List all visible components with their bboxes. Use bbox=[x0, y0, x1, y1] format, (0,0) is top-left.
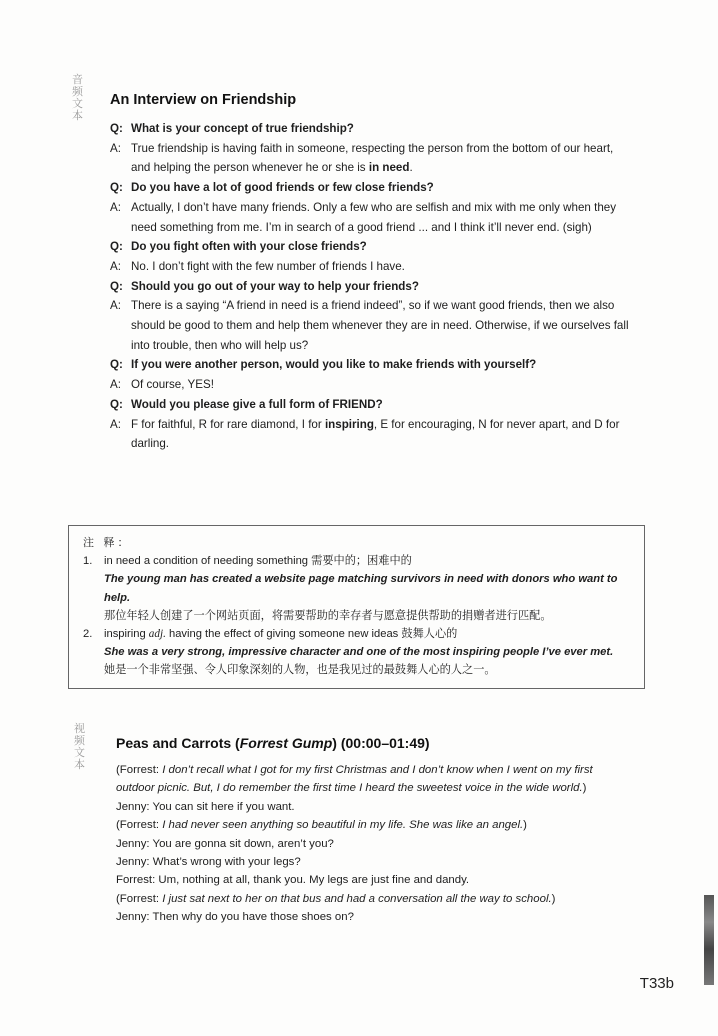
narration-text: I just sat next to her on that bus and had a conversation all the way to school. bbox=[162, 892, 552, 905]
text-run: Would you please give a full form of FRIEND? bbox=[131, 397, 383, 411]
highlighted-term: inspiring bbox=[324, 417, 374, 431]
qa-marker: A: bbox=[110, 200, 121, 214]
text-run: F for faithful, R for rare diamond, I for bbox=[131, 417, 325, 431]
title-suffix: ) (00:00–01:49) bbox=[332, 735, 430, 751]
text-run: If you were another person, would you like to make friends with yourself? bbox=[131, 358, 537, 372]
speaker-name: Forrest bbox=[119, 764, 156, 776]
narration-line: (Forrest: I had never seen anything so beautiful in my life. She was like an angel.) bbox=[116, 819, 527, 832]
side-label-audio: 音频文本 bbox=[72, 73, 83, 122]
note-definition-line bbox=[104, 625, 630, 643]
speaker-name: Jenny bbox=[116, 911, 147, 924]
question-text bbox=[131, 178, 632, 198]
note-term: in need bbox=[104, 555, 141, 568]
answer-text bbox=[131, 415, 632, 454]
narration-line: (Forrest: I just sat next to her on that bus and had a conversation all the way to school.) bbox=[116, 892, 556, 905]
note-definition: a condition of needing something bbox=[143, 555, 309, 568]
dialogue-line: Jenny: You are gonna sit down, aren’t you? bbox=[116, 837, 334, 850]
text-run: What is your concept of true friendship? bbox=[131, 122, 354, 135]
text-run: Do you fight often with your close friends? bbox=[131, 240, 367, 254]
dialogue-line: Jenny: Then why do you have those shoes on? bbox=[116, 911, 354, 924]
question-text bbox=[131, 395, 632, 415]
note-item bbox=[83, 552, 630, 625]
note-example-zh: 她是一个非常坚强、令人印象深刻的人物，也是我见过的最鼓舞人心的人之一。 bbox=[104, 664, 496, 677]
page-edge-strip bbox=[704, 895, 714, 985]
note-part-of-speech: adj. bbox=[148, 628, 166, 641]
title-prefix: Peas and Carrots ( bbox=[116, 735, 240, 751]
qa-marker: A: bbox=[110, 378, 121, 392]
narration-line: (Forrest: I don’t recall what I got for my first Christmas and I don’t know when I went on my first outdoor picnic. But, I do remember the first time I heard the sweetest voice in the wide world.) bbox=[116, 764, 593, 795]
qa-marker: A: bbox=[110, 299, 121, 313]
question-row bbox=[110, 395, 632, 415]
section-title-interview: An Interview on Friendship bbox=[110, 92, 297, 108]
question-row bbox=[110, 237, 632, 257]
narration-text: I had never seen anything so beautiful in my life. She was like an angel. bbox=[162, 819, 524, 832]
qa-marker: A: bbox=[110, 417, 121, 431]
notes-heading: 注 释： bbox=[83, 536, 132, 549]
qa-marker: Q: bbox=[110, 181, 123, 195]
answer-row bbox=[110, 257, 632, 277]
dialogue-line: Jenny: You can sit here if you want. bbox=[116, 800, 295, 813]
speaker-name: Jenny bbox=[116, 800, 147, 813]
answer-row bbox=[110, 415, 632, 454]
question-row bbox=[110, 178, 632, 198]
page-number: T33b bbox=[639, 975, 674, 992]
answer-text bbox=[131, 296, 632, 355]
speech-text: What’s wrong with your legs? bbox=[152, 856, 301, 869]
answer-text bbox=[131, 375, 632, 395]
question-text bbox=[131, 237, 632, 257]
note-example-en: The young man has created a website page matching survivors in need with donors who want to help. bbox=[104, 573, 618, 604]
qa-marker: Q: bbox=[110, 279, 123, 293]
answer-text bbox=[131, 139, 632, 178]
note-definition-line bbox=[104, 552, 630, 570]
question-row bbox=[110, 119, 632, 139]
notes-list bbox=[83, 552, 630, 679]
question-text bbox=[131, 355, 632, 375]
speech-text: You can sit here if you want. bbox=[152, 800, 295, 813]
note-definition: having the effect of giving someone new ideas bbox=[168, 628, 399, 641]
text-run: Actually, I don’t have many friends. Only a few who are selfish and mix with me only when they need something from me. I’m in search of a good friend ... and I think it’ll never end. (sigh) bbox=[131, 200, 617, 234]
note-item bbox=[83, 625, 630, 680]
speech-text: Then why do you have those shoes on? bbox=[152, 911, 354, 924]
speech-text: Um, nothing at all, thank you. My legs are just fine and dandy. bbox=[158, 874, 470, 887]
qa-marker: Q: bbox=[110, 397, 123, 411]
answer-row bbox=[110, 139, 632, 178]
note-zh-meaning: 鼓舞人心的 bbox=[401, 628, 458, 641]
speaker-name: Forrest bbox=[119, 892, 156, 905]
text-run: No. I don’t fight with the few number of friends I have. bbox=[131, 259, 405, 273]
text-run: Should you go out of your way to help your friends? bbox=[131, 279, 419, 293]
note-zh-meaning: 需要中的；困难中的 bbox=[311, 555, 412, 568]
answer-row bbox=[110, 198, 632, 237]
interview-qa-list bbox=[110, 119, 632, 454]
qa-marker: Q: bbox=[110, 240, 123, 254]
speaker-name: Forrest bbox=[116, 874, 153, 887]
question-text bbox=[131, 277, 632, 297]
narration-text: I don’t recall what I got for my first Christmas and I don’t know when I went on my first outdoor picnic. But, I do remember the first time I heard the sweetest voice in the wide world. bbox=[116, 764, 593, 795]
note-example-zh: 那位年轻人创建了一个网站页面，将需要帮助的幸存者与愿意提供帮助的捐赠者进行匹配。 bbox=[104, 609, 552, 622]
text-run: True friendship is having faith in someone, respecting the person from the bottom of our heart, and helping the person whenever he or she is bbox=[131, 141, 614, 175]
answer-text bbox=[131, 257, 632, 277]
question-text bbox=[131, 119, 632, 139]
note-body bbox=[104, 552, 630, 625]
text-run: Do you have a lot of good friends or few close friends? bbox=[131, 181, 434, 195]
text-run: , E for encouraging, N for never apart, and D for darling. bbox=[131, 417, 620, 451]
text-run: There is a saying “A friend in need is a friend indeed”, so if we want good friends, then we also should be good to them and help them whenever they are in need. Otherwise, if we ourselves fall into trouble, then who will help us? bbox=[131, 299, 629, 352]
notes-box bbox=[68, 525, 645, 689]
note-example-en: She was a very strong, impressive character and one of the most inspiring people I’ve ever met. bbox=[104, 646, 614, 659]
title-film: Forrest Gump bbox=[239, 735, 333, 751]
note-term: inspiring bbox=[104, 628, 146, 641]
speaker-name: Jenny bbox=[116, 856, 147, 869]
side-label-video: 视频文本 bbox=[74, 722, 85, 771]
qa-marker: A: bbox=[110, 259, 121, 273]
dialogue-line: Forrest: Um, nothing at all, thank you. My legs are just fine and dandy. bbox=[116, 874, 470, 887]
speaker-name: Jenny bbox=[116, 837, 147, 850]
question-row bbox=[110, 277, 632, 297]
qa-marker: Q: bbox=[110, 358, 123, 372]
dialogue-line: Jenny: What’s wrong with your legs? bbox=[116, 856, 301, 869]
note-number: 2. bbox=[83, 628, 93, 641]
qa-marker: Q: bbox=[110, 122, 123, 135]
answer-row bbox=[110, 375, 632, 395]
qa-marker: A: bbox=[110, 141, 121, 155]
highlighted-term: in need bbox=[368, 161, 410, 175]
text-run: . bbox=[409, 161, 413, 175]
speaker-name: Forrest bbox=[119, 819, 156, 832]
text-run: Of course, YES! bbox=[131, 378, 214, 392]
note-number: 1. bbox=[83, 555, 93, 568]
section-title-peas-and-carrots bbox=[116, 735, 430, 751]
question-row bbox=[110, 355, 632, 375]
dialogue-transcript bbox=[116, 761, 631, 927]
answer-text bbox=[131, 198, 632, 237]
answer-row bbox=[110, 296, 632, 355]
speech-text: You are gonna sit down, aren’t you? bbox=[152, 837, 334, 850]
note-body bbox=[104, 625, 630, 680]
